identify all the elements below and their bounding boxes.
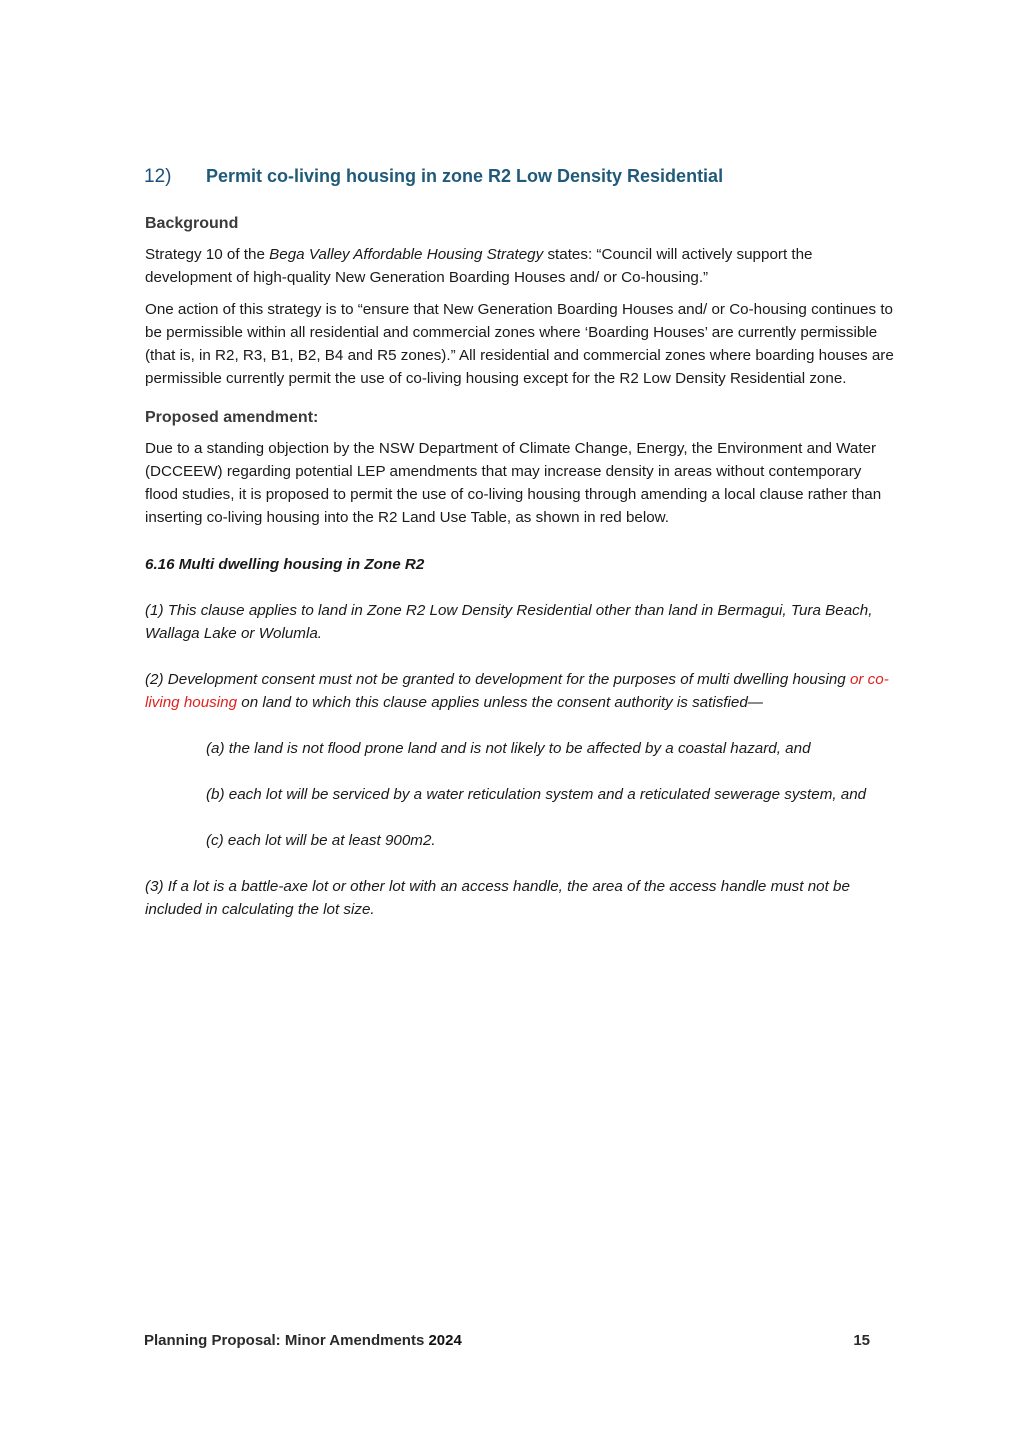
section-number: 12) (144, 166, 172, 187)
section-heading (144, 166, 904, 188)
clause-1: (1) This clause applies to land in Zone R2 Low Density Residential other than land in Bermagui, Tura Beach, Wallaga Lake or Wolumla. (145, 602, 873, 642)
clause-3: (3) If a lot is a battle-axe lot or other lot with an access handle, the area of the access handle must not be included in calculating the lot size. (145, 878, 850, 918)
clause-title: 6.16 Multi dwelling housing in Zone R2 (145, 556, 425, 573)
amendment-paragraph: Due to a standing objection by the NSW Department of Climate Change, Energy, the Environment and Water (DCCEEW) regarding potential LEP amendments that may increase density in areas without contemporary flood studies, it is proposed to permit the use of co-living housing through amending a local clause rather than inserting co-living housing into the R2 Land Use Table, as shown in red below. (145, 440, 882, 526)
clause-2a: (a) the land is not flood prone land and is not likely to be affected by a coastal hazard, and (206, 740, 811, 757)
page-number: 15 (853, 1332, 870, 1349)
clause-2c: (c) each lot will be at least 900m2. (206, 832, 436, 849)
inserted-text: or co-living housing (145, 671, 889, 711)
background-paragraph-1 (145, 243, 895, 289)
background-heading: Background (145, 215, 239, 232)
footer-year: 2024 (428, 1332, 462, 1349)
footer-title (144, 1332, 462, 1349)
section-title: Permit co-living housing in zone R2 Low Density Residential (206, 166, 724, 186)
document-body (145, 212, 895, 944)
page-footer (144, 1332, 870, 1349)
background-paragraph-2: One action of this strategy is to “ensure that New Generation Boarding Houses and/ or Co-housing continues to be permissible within all residential and commercial zones where ‘Boarding Houses’ are currently permissible (that is, in R2, R3, B1, B2, B4 and R5 zones).” All residential and commercial zones where boarding houses are permissible currently permit the use of co-living housing except for the R2 Low Density Residential zone. (145, 301, 894, 387)
background-p1-text-b: states: “Council will actively support the development of high-quality New Generation Boarding Houses and/ or Co-housing.” (145, 246, 813, 286)
clause-2-text-a: (2) Development consent must not be granted to development for the purposes of multi dwelling housing (145, 671, 850, 688)
background-p1-text-a: Strategy 10 of the (145, 246, 270, 263)
clause-2b: (b) each lot will be serviced by a water reticulation system and a reticulated sewerage system, and (206, 786, 867, 803)
clause-2 (145, 668, 895, 714)
footer-title-text: Planning Proposal: Minor Amendments (144, 1332, 429, 1349)
clause-2-text-b: on land to which this clause applies unless the consent authority is satisfied— (237, 694, 763, 711)
strategy-title: Bega Valley Affordable Housing Strategy (269, 246, 544, 263)
amendment-heading: Proposed amendment: (145, 409, 319, 426)
